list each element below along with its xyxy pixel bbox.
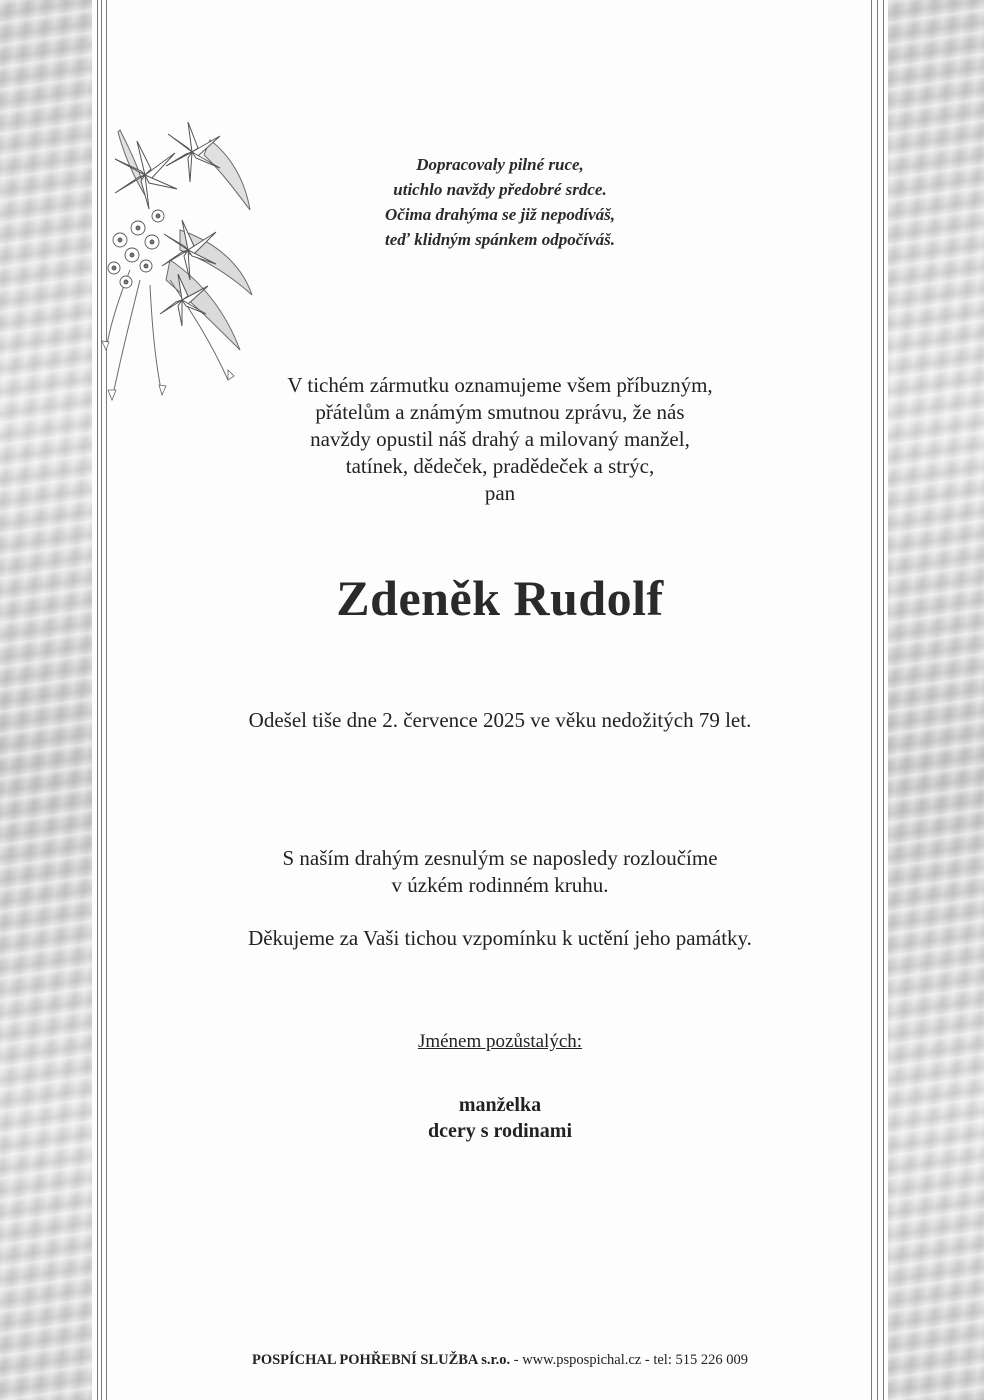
survivors-list [300, 1092, 700, 1144]
right-marble-band [888, 0, 984, 1400]
footer-separator: - [510, 1352, 523, 1368]
on-behalf-label: Jménem pozůstalých: [417, 1031, 583, 1052]
announcement-line: navždy opustil náš drahý a milovaný manžel, [310, 427, 690, 451]
frame-line-right-inner [877, 0, 878, 1400]
footer-separator: - [641, 1352, 654, 1368]
farewell-line: S naším drahým zesnulým se naposledy rozloučíme [282, 846, 718, 870]
frame-line-left-outer [97, 0, 98, 1400]
frame-line-right-outer [883, 0, 884, 1400]
footer-company: POSPÍCHAL POHŘEBNÍ SLUŽBA s.r.o. [251, 1352, 511, 1368]
announcement-line: V tichém zármutku oznamujeme všem příbuzným, [287, 373, 713, 397]
announcement-line: tatínek, dědeček, pradědeček a strýc, [345, 454, 655, 478]
funeral-service-footer [140, 1350, 860, 1370]
poem-line: Očima drahýma se již nepodíváš, [385, 205, 615, 224]
left-marble-band [0, 0, 92, 1400]
survivor-item: dcery s rodinami [427, 1120, 573, 1142]
announcement-line: přátelům a známým smutnou zprávu, že nás [315, 400, 685, 424]
announcement-line: pan [484, 481, 516, 505]
death-notice: Odešel tiše dne 2. července 2025 ve věku nedožitých 79 let. [248, 708, 752, 732]
footer-phone: tel: 515 226 009 [653, 1352, 748, 1368]
frame-line-right-third [871, 0, 872, 1400]
survivor-item: manželka [458, 1094, 542, 1116]
farewell-line: v úzkém rodinném kruhu. [391, 873, 609, 897]
poem-line: teď klidným spánkem odpočíváš. [385, 230, 615, 249]
poem-line: Dopracovaly pilné ruce, [416, 155, 584, 174]
thanks-text: Děkujeme za Vaši tichou vzpomínku k uctění jeho památky. [248, 926, 752, 950]
footer-website: www.pspospichal.cz [522, 1352, 642, 1368]
deceased-name: Zdeněk Rudolf [336, 570, 664, 626]
announcement-text [200, 372, 800, 507]
farewell-text [200, 845, 800, 899]
poem-line: utichlo navždy předobré srdce. [393, 180, 607, 199]
lily-flower-icon [100, 110, 260, 410]
memorial-poem [250, 152, 750, 252]
